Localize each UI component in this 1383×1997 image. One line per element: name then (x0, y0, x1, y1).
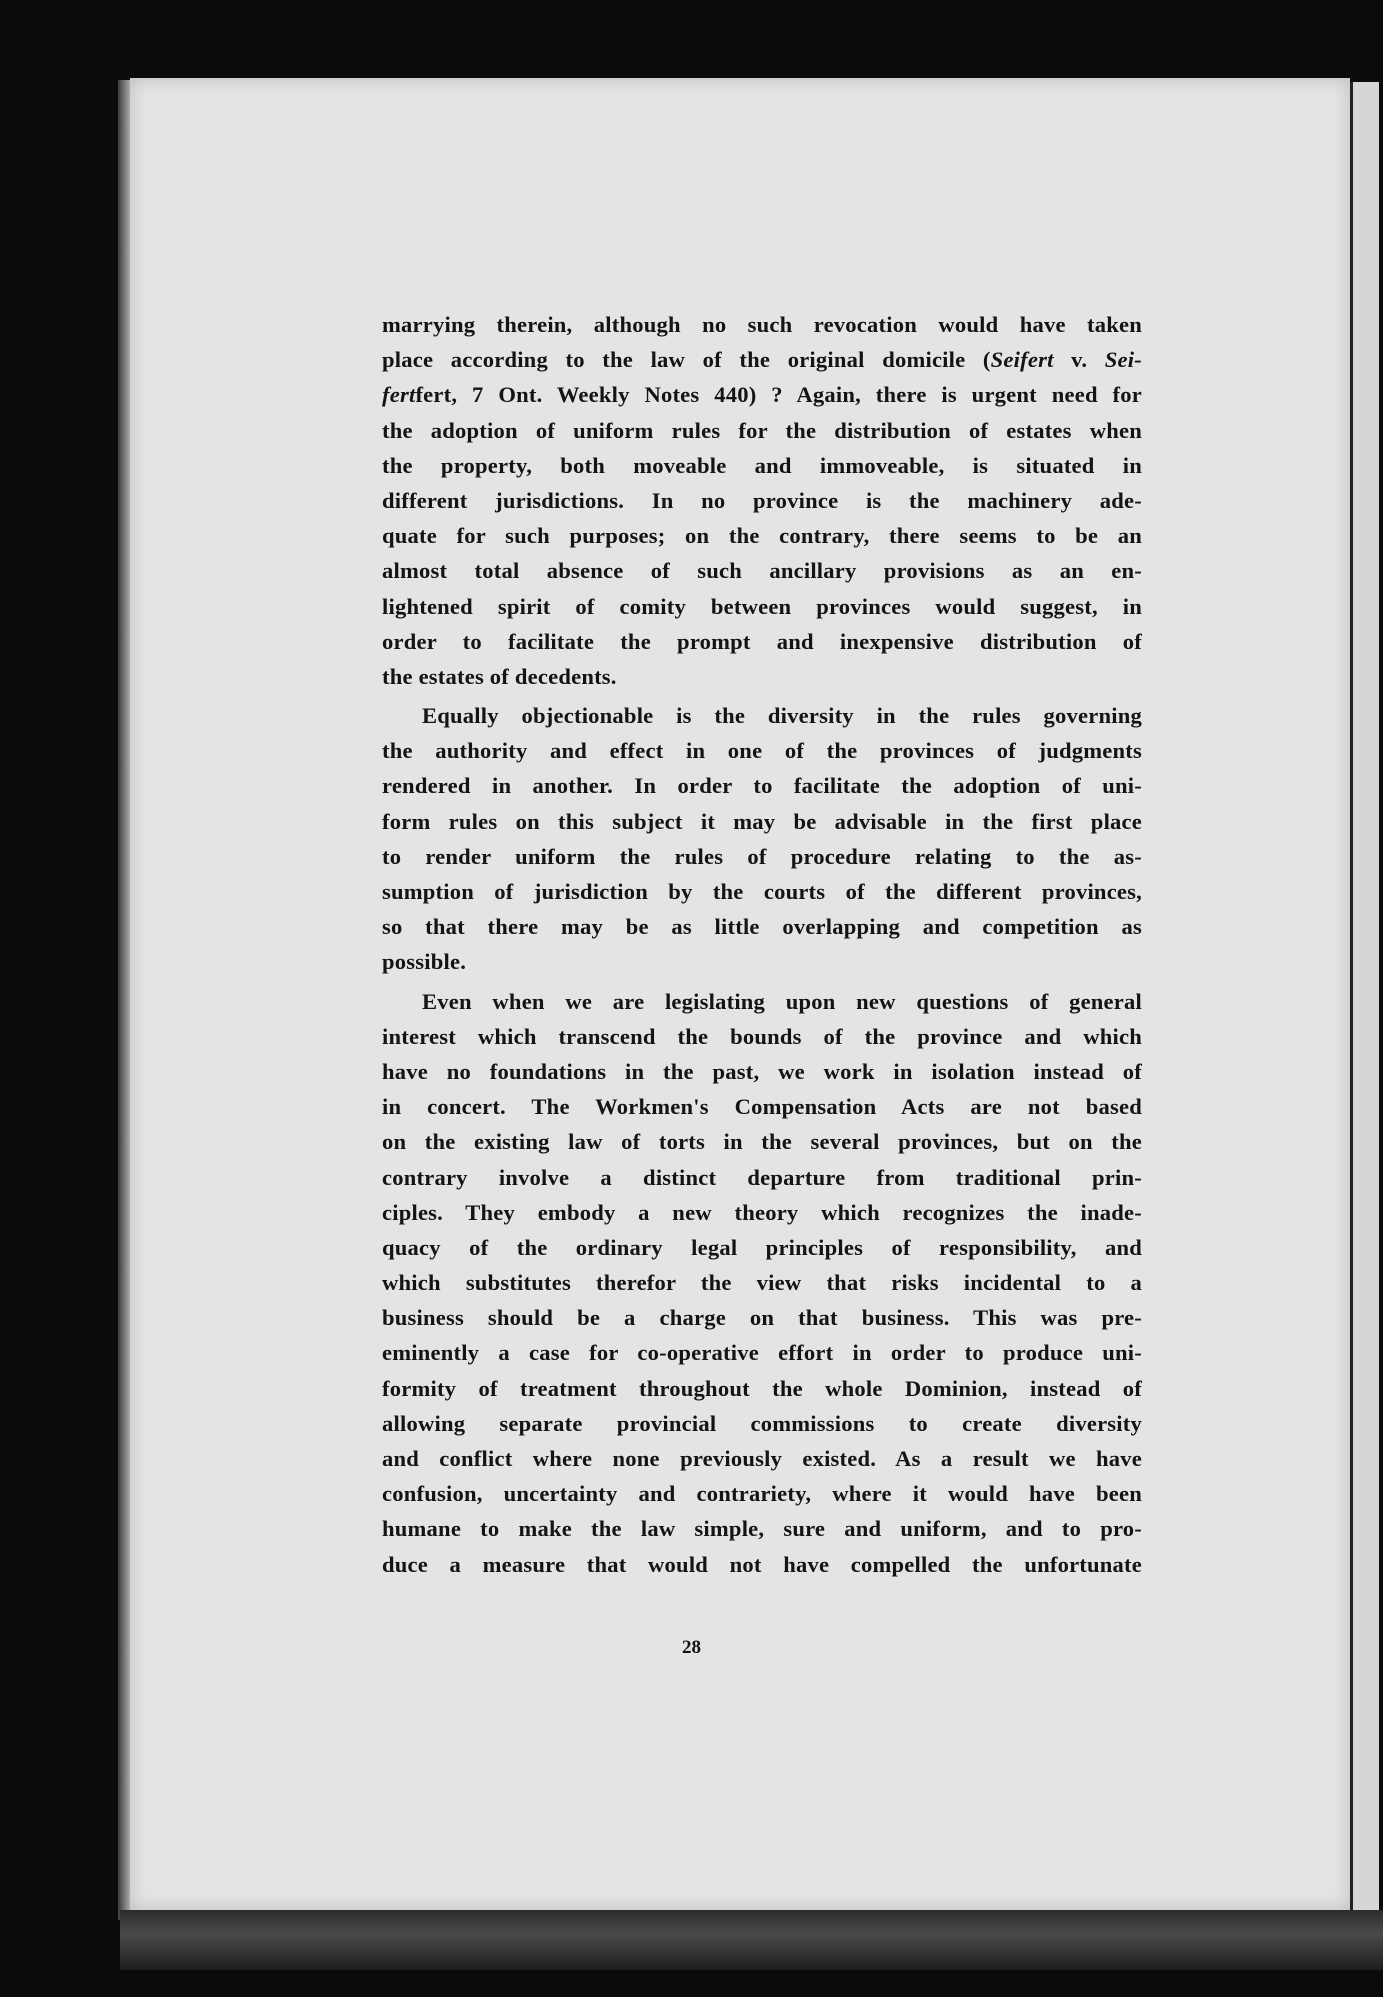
text-line: business should be a charge on that business. This was pre- (382, 1305, 1142, 1331)
text-line: allowing separate provincial commissions to create diversity (382, 1410, 1142, 1436)
text-line: possible. (382, 949, 467, 975)
text-line: formity of treatment throughout the whole Dominion, instead of (382, 1375, 1142, 1401)
text-line: so that there may be as little overlapping and competition as (382, 914, 1142, 940)
text-line: almost total absence of such ancillary provisions as an en- (382, 558, 1142, 584)
text-line: sumption of jurisdiction by the courts of the different provinces, (382, 879, 1142, 904)
paragraph-1 (382, 307, 1142, 694)
text-line: confusion, uncertainty and contrariety, where it would have been (382, 1481, 1142, 1507)
text-line: to render uniform the rules of procedure relating to the as- (382, 843, 1142, 869)
text-segment: place according to the law of the original domicile ( (382, 347, 991, 373)
text-line: humane to make the law simple, sure and uniform, and to pro- (382, 1516, 1142, 1542)
case-name-italic-3: fert (382, 382, 416, 408)
text-line-with-citation (382, 342, 1142, 377)
case-name-italic-2: Sei- (1104, 347, 1142, 373)
text-segment: fert, 7 Ont. Weekly Notes 440) ? Again, there is urgent need for (415, 382, 1142, 408)
page-number: 28 (682, 1637, 701, 1658)
text-line: ciples. They embody a new theory which recognizes the inade- (382, 1199, 1142, 1225)
text-line-with-citation-end (382, 377, 1142, 412)
text-line: quacy of the ordinary legal principles of responsibility, and (382, 1234, 1142, 1260)
text-line: contrary involve a distinct departure from traditional prin- (382, 1164, 1142, 1190)
text-line: lightened spirit of comity between provinces would suggest, in (382, 593, 1142, 619)
page-bottom-edge (120, 1910, 1383, 1970)
body-text (382, 307, 1142, 1582)
text-line: the adoption of uniform rules for the distribution of estates when (382, 417, 1142, 443)
text-line: eminently a case for co-operative effort in order to produce uni- (382, 1340, 1142, 1366)
paragraph-3 (382, 984, 1142, 1582)
case-name-italic: Seifert (990, 347, 1054, 373)
text-line: which substitutes therefor the view that risks incidental to a (382, 1270, 1142, 1296)
text-line: on the existing law of torts in the several provinces, but on the (382, 1129, 1142, 1155)
text-line: Even when we are legislating upon new questions of general (422, 988, 1142, 1014)
text-line: the estates of decedents. (382, 663, 617, 689)
text-line: in concert. The Workmen's Compensation Acts are not based (382, 1094, 1142, 1120)
text-line: different jurisdictions. In no province is the machinery ade- (382, 487, 1142, 513)
text-line: rendered in another. In order to facilitate the adoption of uni- (382, 773, 1142, 799)
text-line: the property, both moveable and immoveable, is situated in (382, 452, 1142, 478)
text-line: marrying therein, although no such revocation would have taken (382, 312, 1142, 337)
text-line: order to facilitate the prompt and inexpensive distribution of (382, 628, 1142, 654)
text-line: quate for such purposes; on the contrary, there seems to be an (382, 523, 1142, 549)
text-line: interest which transcend the bounds of the province and which (382, 1023, 1142, 1049)
case-versus: v. (1053, 347, 1105, 373)
text-line: duce a measure that would not have compelled the unfortunate (382, 1551, 1142, 1577)
text-line: Equally objectionable is the diversity in the rules governing (422, 703, 1142, 729)
text-line: and conflict where none previously existed. As a result we have (382, 1446, 1142, 1471)
text-line: have no foundations in the past, we work in isolation instead of (382, 1058, 1142, 1084)
text-line: form rules on this subject it may be advisable in the first place (382, 808, 1142, 834)
paragraph-2 (382, 698, 1142, 980)
text-line: the authority and effect in one of the provinces of judgments (382, 738, 1142, 764)
